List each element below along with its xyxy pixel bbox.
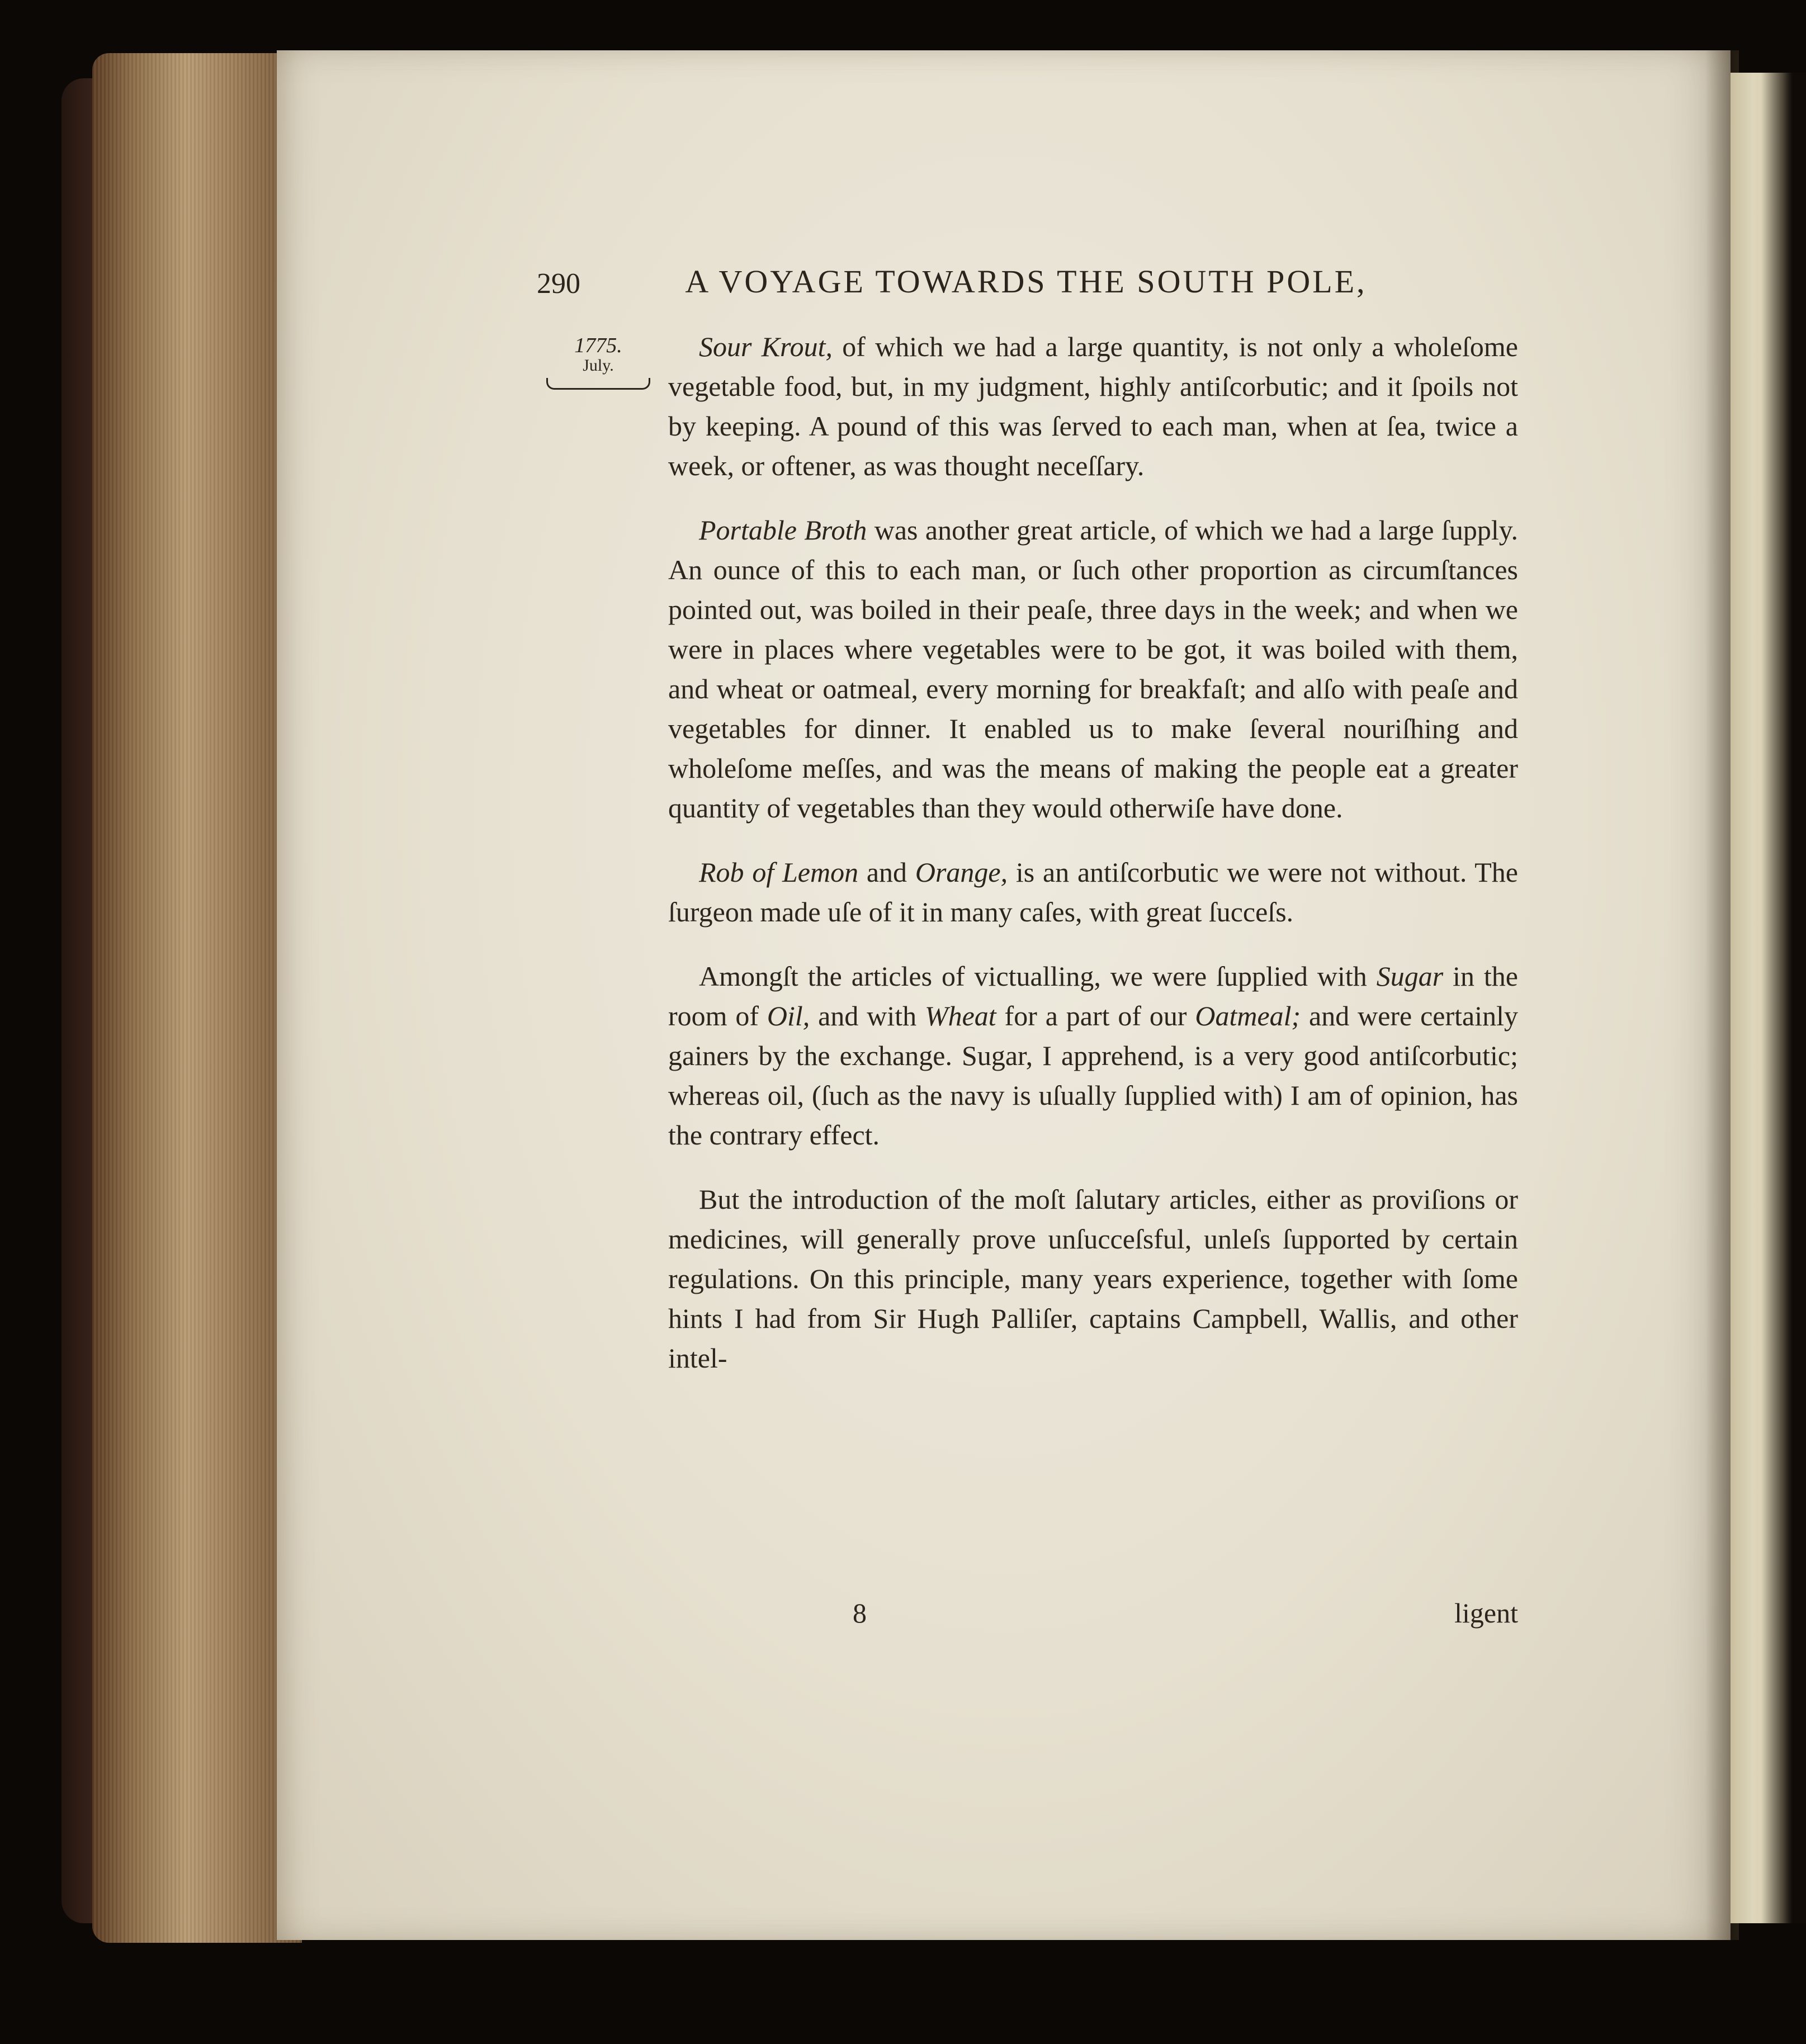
margin-brace bbox=[546, 378, 650, 390]
italic-term: Sour Krout, bbox=[699, 331, 833, 362]
text-run: is an antiſcorbutic we were not without. The ſurgeon made uſe of it in many caſes, with great ſucceſs. bbox=[668, 857, 1518, 928]
running-title: A VOYAGE TOWARDS THE SOUTH POLE, bbox=[685, 263, 1367, 300]
text-run: and were certainly gainers by the exchange. Sugar, I apprehend, is a very good antiſcorbutic; whereas oil, (ſuch as the navy is uſually ſupplied with) I am of opinion, has the contrary effect. bbox=[668, 1000, 1518, 1151]
text-run: of which we had a large quantity, is not only a wholeſome vegetable food, but, in my judgment, highly antiſcorbutic; and it ſpoils not by keeping. A pound of this was ſerved to each man, when at ſea, twice a week, or oftener, as was thought neceſſary. bbox=[668, 331, 1518, 481]
text-run: was another great article, of which we had a large ſupply. An ounce of this to each man, or ſuch other proportion as circumſtances pointed out, was boiled in their peaſe, three days in the week; and when we were in places where vegetables were to be got, it was boiled with them, and wheat or oatmeal, every morning for breakfaſt; and alſo with peaſe and vegetables for dinner. It enabled us to make ſeveral nouriſhing and wholeſome meſſes, and was the means of making the people eat a greater quantity of vegetables than they would otherwiſe have done. bbox=[668, 514, 1519, 824]
paragraph bbox=[668, 327, 1518, 486]
italic-term: Orange, bbox=[915, 857, 1008, 888]
margin-date-note bbox=[545, 334, 651, 390]
text-run: for a part of our bbox=[996, 1000, 1195, 1032]
italic-term: Wheat bbox=[924, 1000, 996, 1032]
italic-term: Portable Broth bbox=[699, 514, 867, 546]
background-edge bbox=[1761, 73, 1806, 1923]
italic-term: Oatmeal; bbox=[1195, 1000, 1301, 1032]
signature-mark: 8 bbox=[853, 1597, 867, 1629]
text-run: and with bbox=[810, 1000, 925, 1032]
italic-term: Sugar bbox=[1376, 961, 1444, 992]
text-run: in the room of bbox=[668, 961, 1518, 1032]
text-run: But the introduction of the moſt ſalutary articles, either as proviſions or medicines, will generally prove unſucceſsful, unleſs ſupported by certain regulations. On this principle, many years experience, together with ſome hints I had from Sir Hugh Palliſer, captains Campbell, Wallis, and other intel- bbox=[668, 1184, 1518, 1374]
body-text bbox=[668, 327, 1518, 1403]
paragraph bbox=[668, 1180, 1518, 1378]
catchword: ligent bbox=[1454, 1597, 1518, 1629]
paragraph bbox=[668, 957, 1518, 1155]
italic-term: Oil, bbox=[767, 1000, 810, 1032]
margin-year: 1775. bbox=[574, 334, 622, 357]
margin-month: July. bbox=[583, 356, 614, 375]
page-number: 290 bbox=[537, 268, 580, 300]
text-run: and bbox=[858, 857, 915, 888]
paragraph bbox=[668, 510, 1518, 828]
page-edges bbox=[92, 53, 302, 1943]
text-run: Amongſt the articles of victualling, we were ſupplied with bbox=[699, 961, 1377, 992]
paragraph bbox=[668, 853, 1518, 932]
italic-term: Rob of Lemon bbox=[699, 857, 859, 888]
